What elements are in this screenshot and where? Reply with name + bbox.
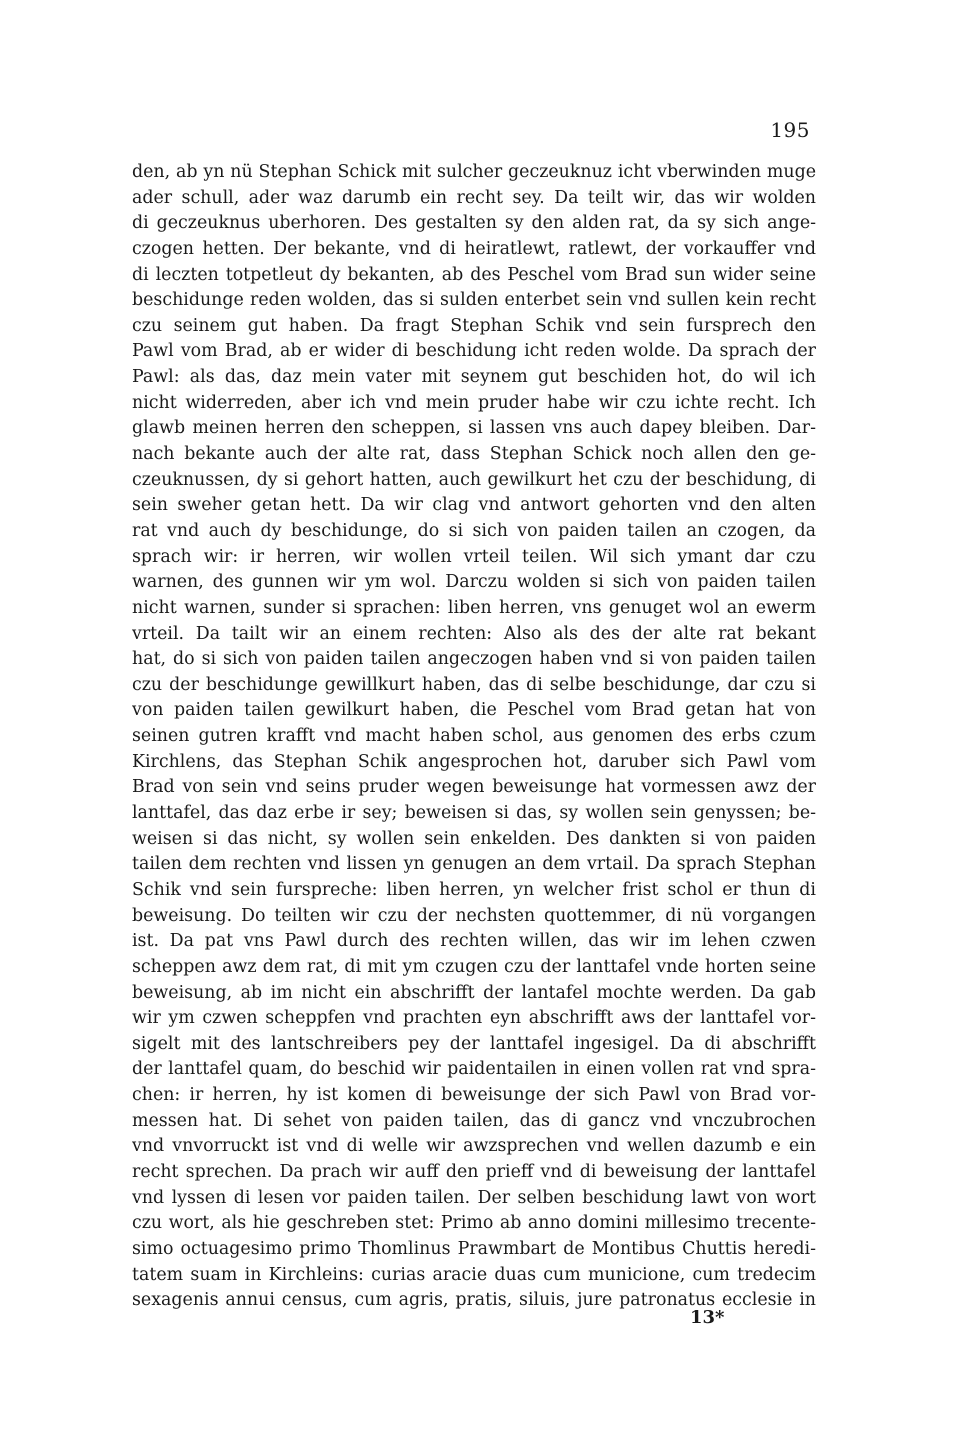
text-line: nicht widerreden, aber ich vnd mein pruder habe wir czu ichte recht. Ich [132, 392, 816, 413]
text-line: nach bekante auch der alte rat, dass Stephan Schick noch allen den ge- [132, 444, 816, 465]
text-line: Schik vnd sein fursprechе: liben herren, yn welcher frist schol er thun di [132, 879, 816, 900]
signature-mark: 13* [690, 1307, 725, 1328]
text-line: scheppen awz dem rat, di mit ym czugen czu der lanttafel vnde horten seine [132, 956, 816, 977]
text-line: vnd lyssen di lesen vor paiden tailen. Der selben beschidung lawt von wort [132, 1187, 816, 1208]
text-line: czeuknussen, dy si gehort hatten, auch gewilkurt het czu der beschidung, di [132, 469, 816, 490]
text-line: nicht warnen, sunder si sprachen: liben herren, vns genuget wol an ewerm [132, 597, 816, 618]
text-line: Kirchlens, das Stephan Schik angesprochen hot, daruber sich Pawl vom [132, 751, 816, 772]
text-line: sexagenis annui census, cum agris, pratis, siluis, jure patronatus ecclesie in [132, 1290, 816, 1311]
text-line: tatem suam in Kirchleins: curias aracie duas cum municione, cum tredecim [132, 1264, 816, 1285]
text-line: vnd vnvorruckt ist vnd di welle wir awzsprechen vnd wellen dazumb e ein [132, 1136, 816, 1157]
text-line: beweisung. Do teilten wir czu der nechsten quottemmer, di nü vorgangen [132, 905, 816, 926]
text-line: di geczeuknus uberhoren. Des gestalten sy den alden rat, da sy sich ange- [132, 213, 816, 234]
page-number: 195 [770, 118, 810, 142]
text-line: der lanttafel quam, do beschid wir paidentailen in einen vollen rat vnd spra- [132, 1059, 816, 1080]
text-line: glawb meinen herren den scheppen, si lassen vns auch dapey bleiben. Dar- [132, 418, 816, 439]
body-text [132, 160, 816, 1314]
text-line: sigelt mit des lantschreibers pey der lanttafel ingesigel. Da di abschrifft [132, 1033, 816, 1054]
text-line: sein sweher getan hett. Da wir clag vnd antwort gehorten vnd den alten [132, 495, 816, 516]
text-line: rat vnd auch dy beschidunge, do si sich von paiden tailen an czogen, da [132, 520, 816, 541]
text-line: Brad von sein vnd seins pruder wegen beweisunge hat vormessen awz der [132, 777, 816, 798]
text-line: ader schull, ader waz darumb ein recht sey. Da teilt wir, das wir wolden [132, 187, 816, 208]
text-line: beschidunge reden wolden, das si sulden enterbet sein vnd sullen kein recht [132, 290, 816, 311]
text-line: den, ab yn nü Stephan Schick mit sulcher geczeuknuz icht vberwinden muge [132, 162, 816, 182]
text-line: chen: ir herren, hy ist komen di beweisunge der sich Pawl von Brad vor- [132, 1085, 816, 1106]
text-line: wir ym czwen scheppfen vnd prachten eyn abschrifft aws der lanttafel vor- [132, 1008, 816, 1029]
text-line: ist. Da pat vns Pawl durch des rechten willen, das wir im lehen czwen [132, 931, 816, 952]
text-line: di leczten totpetleut dy bekanten, ab des Peschel vom Brad sun wider seine [132, 264, 816, 285]
text-line: weisen si das nicht, sy wollen sein enkelden. Des dankten si von paiden [132, 828, 816, 849]
text-line: recht sprechen. Da prach wir auff den prieff vnd di beweisung der lanttafel [132, 1161, 816, 1182]
text-line: vrteil. Da tailt wir an einem rechten: Also als des der alte rat bekant [132, 623, 816, 644]
text-line: czu seinem gut haben. Da fragt Stephan Schik vnd sein fursprech den [132, 315, 816, 336]
text-line: Pawl: als das, daz mein vater mit seynem gut beschiden hot, do wil ich [132, 367, 816, 388]
text-line: messen hat. Di sehet von paiden tailen, das di gancz vnd vnczubrochen [132, 1110, 816, 1131]
text-line: von paiden tailen gewilkurt haben, die Peschel vom Brad getan hat von [132, 700, 816, 721]
text-line: czogen hetten. Der bekante, vnd di heiratlewt, ratlewt, der vorkauffer vnd [132, 238, 816, 259]
text-line: sprach wir: ir herren, wir wollen vrteil teilen. Wil sich ymant dar czu [132, 546, 816, 567]
text-line: lanttafel, das daz erbe ir sey; beweisen si das, sy wollen sein genyssen; be- [132, 803, 816, 824]
text-line: seinen gutren krafft vnd macht haben schol, aus genomen des erbs czum [132, 726, 816, 747]
text-line: beweisung, ab im nicht ein abschrifft der lantafel mochte werden. Da gab [132, 982, 816, 1003]
text-line: tailen dem rechten vnd lissen yn genugen an dem vrtail. Da sprach Stephan [132, 854, 816, 875]
text-line: simo octuagesimo primo Thomlinus Prawmbart de Montibus Chuttis heredi- [132, 1238, 816, 1259]
text-line: czu wort, als hie geschreben stet: Primo ab anno domini millesimo trecente- [132, 1213, 816, 1234]
text-line: hat, do si sich von paiden tailen angeczogen haben vnd si von paiden tailen [132, 649, 816, 670]
text-line: warnen, des gunnen wir ym wol. Darczu wolden si sich von paiden tailen [132, 572, 816, 593]
text-line: Pawl vom Brad, ab er wider di beschidung icht reden wolde. Da sprach der [132, 341, 816, 362]
text-line: czu der beschidunge gewillkurt haben, das di selbe beschidunge, dar czu si [132, 674, 816, 695]
